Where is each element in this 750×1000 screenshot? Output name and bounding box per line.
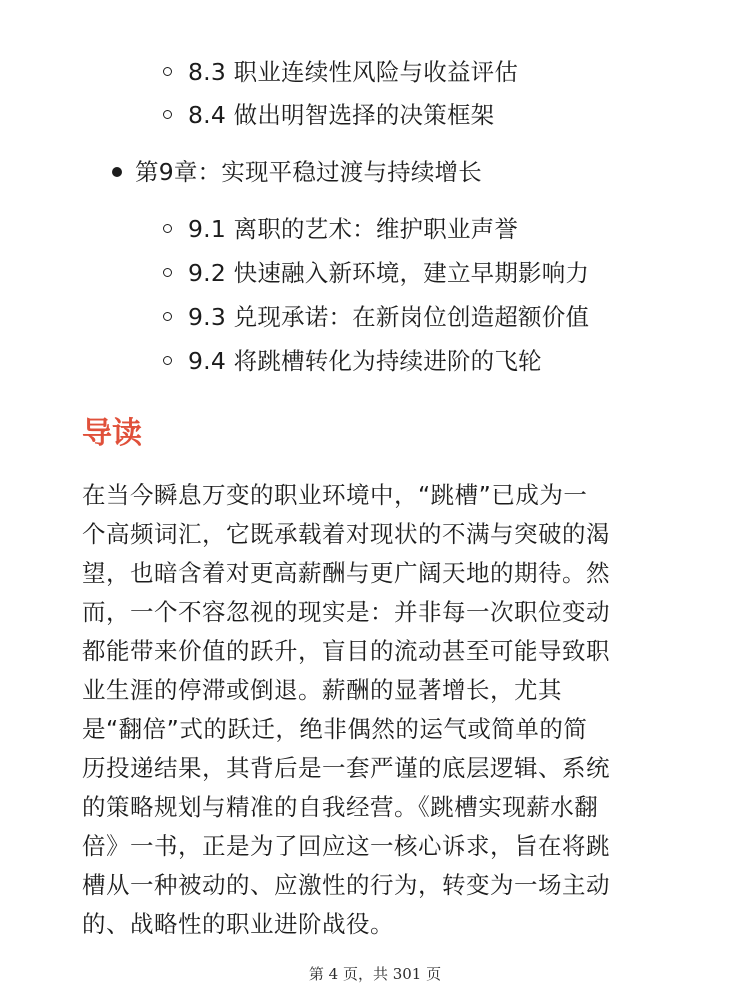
paragraph-line: 槽从一种被动的、应激性的行为，转变为一场主动 (82, 871, 610, 899)
toc-item-label: 9.2 快速融入新环境，建立早期影响力 (188, 259, 590, 287)
hollow-bullet-icon (163, 356, 172, 365)
hollow-bullet-icon (163, 110, 172, 119)
toc-item-label: 9.4 将跳槽转化为持续进阶的飞轮 (188, 347, 542, 375)
paragraph-line: 业生涯的停滞或倒退。薪酬的显著增长，尤其 (82, 676, 562, 704)
hollow-bullet-icon (163, 312, 172, 321)
paragraph-line: 的、战略性的职业进阶战役。 (82, 910, 394, 938)
toc-item-label: 8.4 做出明智选择的决策框架 (188, 101, 495, 129)
paragraph-line: 的策略规划与精准的自我经营。《跳槽实现薪水翻 (82, 793, 599, 821)
section-heading: 导读 (82, 416, 142, 451)
paragraph-line: 倍》一书，正是为了回应这一核心诉求，旨在将跳 (82, 832, 610, 860)
toc-item-label: 9.3 兑现承诺：在新岗位创造超额价值 (188, 303, 590, 331)
paragraph-line: 个高频词汇，它既承载着对现状的不满与突破的渴 (82, 520, 610, 548)
toc-chapter-label: 第9章：实现平稳过渡与持续增长 (135, 158, 482, 186)
hollow-bullet-icon (163, 67, 172, 76)
paragraph-line: 在当今瞬息万变的职业环境中，“跳槽”已成为一 (82, 481, 588, 509)
paragraph-line: 而，一个不容忽视的现实是：并非每一次职位变动 (82, 598, 610, 626)
paragraph-line: 都能带来价值的跃升，盲目的流动甚至可能导致职 (82, 637, 610, 665)
paragraph-line: 是“翻倍”式的跃迁，绝非偶然的运气或简单的简 (82, 715, 588, 743)
paragraph-line: 历投递结果，其背后是一套严谨的底层逻辑、系统 (82, 754, 610, 782)
paragraph-line: 望，也暗含着对更高薪酬与更广阔天地的期待。然 (82, 559, 610, 587)
filled-bullet-icon (112, 167, 122, 177)
hollow-bullet-icon (163, 268, 172, 277)
page-number: 第 4 页，共 301 页 (308, 965, 442, 983)
toc-item-label: 8.3 职业连续性风险与收益评估 (188, 58, 519, 86)
toc-item-label: 9.1 离职的艺术：维护职业声誉 (188, 215, 519, 243)
hollow-bullet-icon (163, 224, 172, 233)
